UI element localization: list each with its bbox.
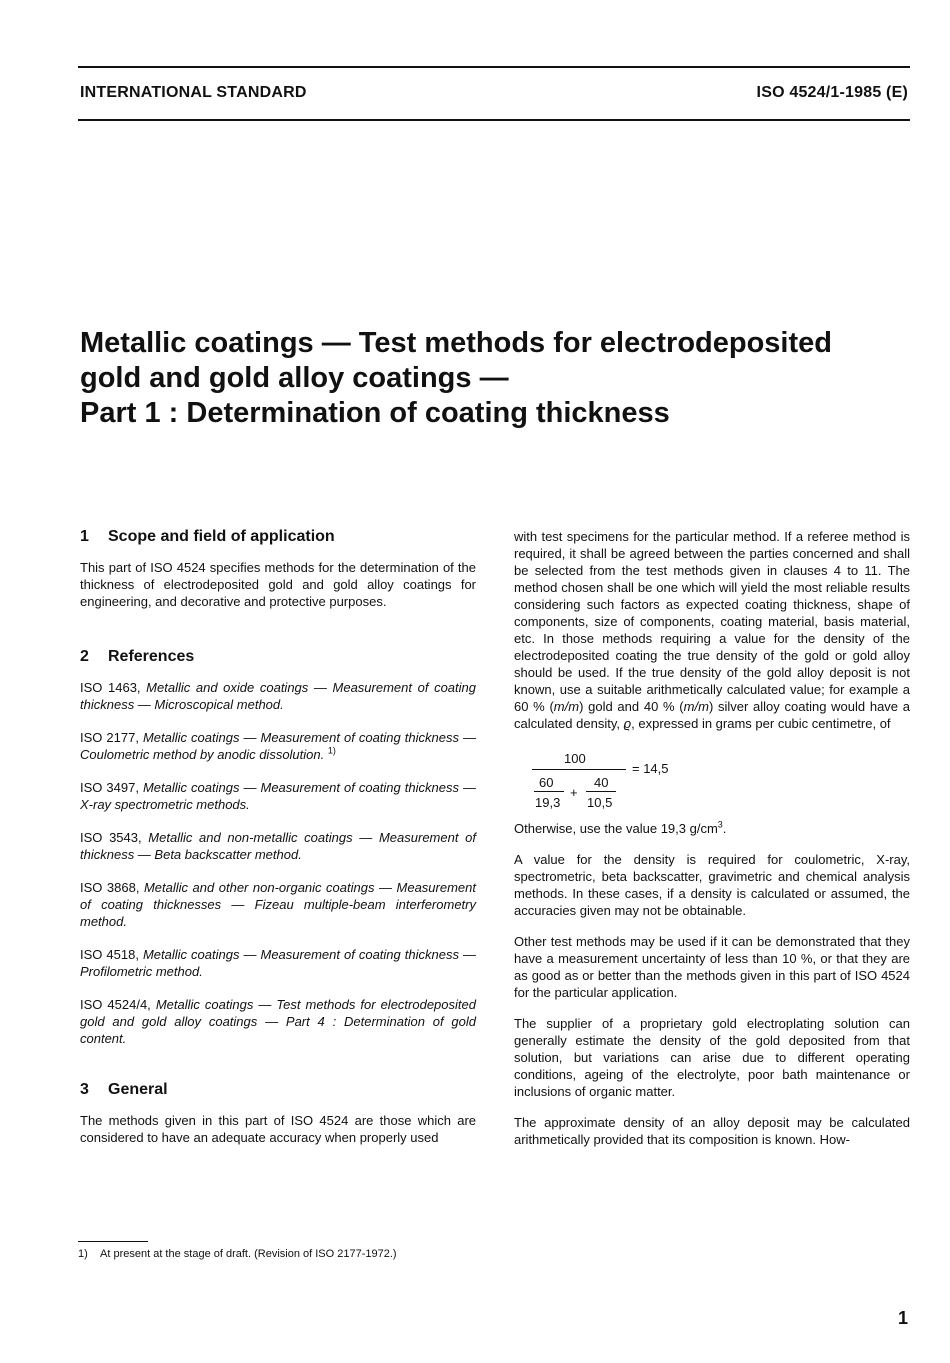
header-rule: [78, 119, 910, 121]
reference-item: ISO 4518, Metallic coatings — Measurement of coating thickness — Profilometric method.: [80, 947, 476, 979]
title-line-3: Part 1 : Determination of coating thickness: [80, 397, 670, 429]
formula-n1: 60: [539, 775, 554, 790]
top-rule: [78, 66, 910, 68]
left-column: [80, 528, 476, 1146]
reference-item: ISO 1463, Metallic and oxide coatings — Measurement of coating thickness — Microscopical method.: [80, 680, 476, 712]
reference-item: ISO 2177, Metallic coatings — Measurement of coating thickness — Coulometric method by anodic dissolution. $^{1)}$: [80, 730, 476, 762]
formula-bar-1: [534, 791, 564, 792]
section-3-heading: 3 General: [80, 1081, 168, 1098]
alloy-density-paragraph: The approximate density of an alloy deposit may be calculated arithmetically provided that its composition is known. How-: [514, 1115, 910, 1147]
reference-item: ISO 3543, Metallic and non-metallic coatings — Measurement of thickness — Beta backscatter method.: [80, 830, 476, 862]
footnote-mark: 1): [78, 1248, 88, 1260]
other-methods-paragraph: Other test methods may be used if it can be demonstrated that they have a measurement uncertainty of less than 10 %, or that they are as good as or better than the methods given in this part of ISO 4524 for the particular application.: [514, 934, 910, 1000]
right-column: [514, 528, 910, 1148]
header-left: INTERNATIONAL STANDARD: [80, 84, 307, 101]
footnote-text: At present at the stage of draft. (Revision of ISO 2177-1972.): [100, 1248, 397, 1260]
formula-n2: 40: [594, 775, 609, 790]
general-paragraph: The methods given in this part of ISO 4524 are those which are considered to have an adequate accuracy when properly used: [80, 1113, 476, 1145]
formula-d2: 10,5: [587, 795, 613, 810]
formula-numerator: 100: [564, 751, 586, 766]
page-number: 1: [898, 1308, 909, 1328]
footnote: [78, 1248, 397, 1260]
formula-main-bar: [532, 769, 626, 770]
document-title: [80, 326, 900, 431]
scope-paragraph: This part of ISO 4524 specifies methods for the determination of the thickness of electrodeposited gold and gold alloy coatings for engineering, and decorative and protective purposes.: [80, 560, 476, 609]
formula-result: = 14,5: [632, 761, 669, 776]
formula-plus: +: [570, 785, 578, 800]
supplier-paragraph: The supplier of a proprietary gold electroplating solution can generally estimate the density of the gold deposited from that solution, but variations can arise due to different operating conditions, ageing of the electrolyte, poor bath maintenance or inclusions of organic matter.: [514, 1016, 910, 1099]
header-right: ISO 4524/1-1985 (E): [756, 84, 908, 101]
footnote-ref: 1): [327, 745, 336, 756]
formula-d1: 19,3: [535, 795, 561, 810]
density-formula: [514, 750, 910, 812]
title-line-1: Metallic coatings — Test methods for electrodeposited: [80, 327, 832, 359]
otherwise-paragraph: Otherwise, use the value 19,3 $g/cm^3$.: [514, 819, 727, 836]
general-paragraph-cont: with test specimens for the particular method. If a referee method is required, it shall be agreed between the parties concerned and shall be selected from the test methods given in clauses 4 to 11. The method chosen shall be one which will yield the most reliable results considering such factors as expected coating thickness, shape of components, size of components, coating material, basis material, etc. In those methods requiring a value for the density of the electrodeposited coating the true density of the gold or gold alloy should be used. If the true density of the gold alloy deposit is not known, use a suitable arithmetically calculated value; for example a 60 % (m/m) gold and 40 % (m/m) silver alloy coating would have a calculated density, ϱ, expressed in grams per cubic centimetre, of: [514, 529, 910, 731]
title-line-2: gold and gold alloy coatings —: [80, 362, 509, 394]
density-required-paragraph: A value for the density is required for coulometric, X-ray, spectrometric, beta backscatter, gravimetric and chemical analysis methods. In these cases, if a density is calculated or assumed, the accuracies given may not be obtainable.: [514, 852, 910, 918]
reference-item: ISO 3497, Metallic coatings — Measurement of coating thickness — X-ray spectrometric methods.: [80, 780, 476, 812]
section-2-heading: 2 References: [80, 648, 195, 665]
formula-bar-2: [586, 791, 616, 792]
footnote-rule: [78, 1241, 148, 1242]
section-1-heading: 1 Scope and field of application: [80, 528, 335, 545]
reference-item: ISO 4524/4, Metallic coatings — Test methods for electrodeposited gold and gold alloy coatings — Part 4 : Determination of gold content.: [80, 997, 476, 1046]
reference-item: ISO 3868, Metallic and other non-organic coatings — Measurement of coating thicknesses — Fizeau multiple-beam interferometry method.: [80, 880, 476, 929]
